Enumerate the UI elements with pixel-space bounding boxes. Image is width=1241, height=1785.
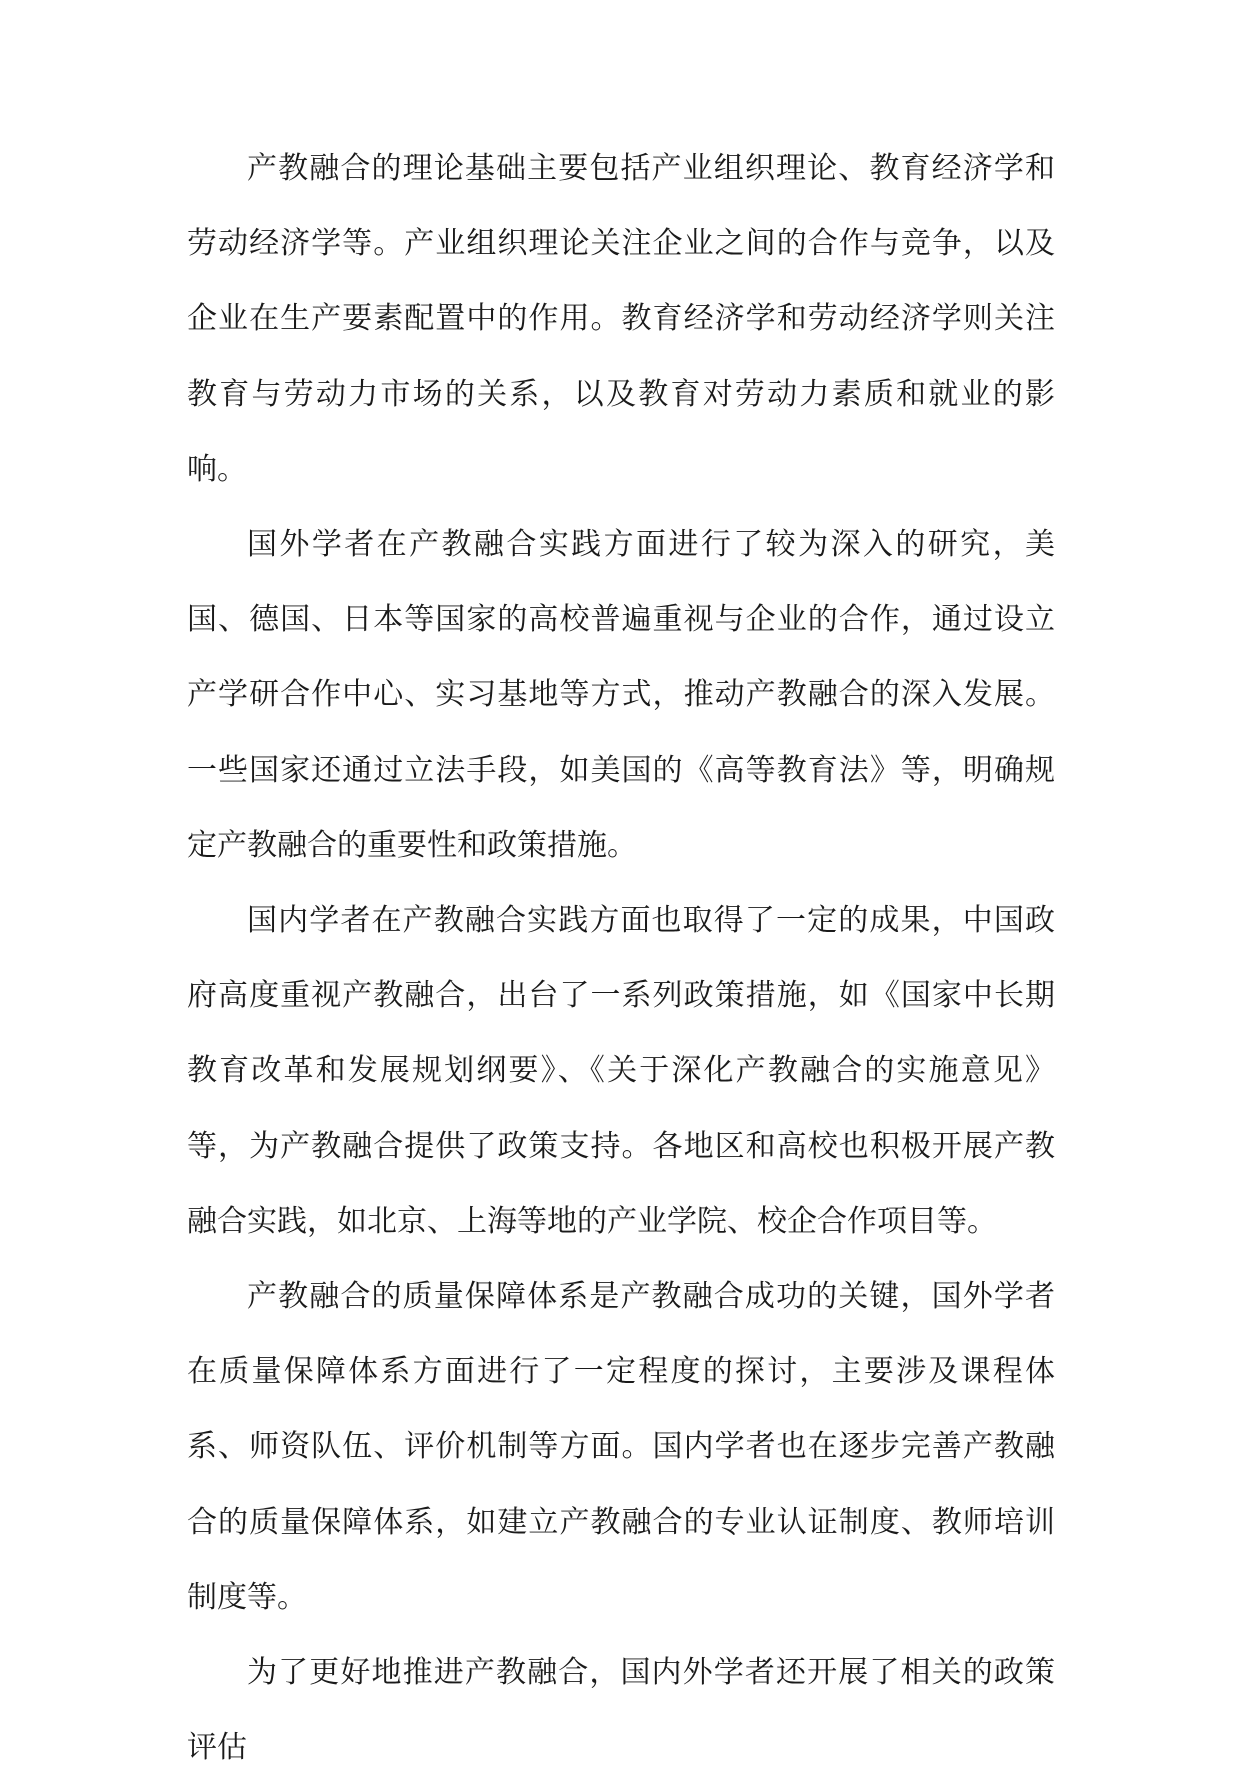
- paragraph-quality-assurance: 产教融合的质量保障体系是产教融合成功的关键，国外学者在质量保障体系方面进行了一定程度的探讨，主要涉及课程体系、师资队伍、评价机制等方面。国内学者也在逐步完善产教融合的质量保障体系，如建立产教融合的专业认证制度、教师培训制度等。: [187, 1279, 1055, 1615]
- paragraph-foreign-practice: 国外学者在产教融合实践方面进行了较为深入的研究，美国、德国、日本等国家的高校普遍重视与企业的合作，通过设立产学研合作中心、实习基地等方式，推动产教融合的深入发展。一些国家还通过立法手段，如美国的《高等教育法》等，明确规定产教融合的重要性和政策措施。: [187, 527, 1055, 863]
- paragraph-policy-evaluation: 为了更好地推进产教融合，国内外学者还开展了相关的政策评估: [187, 1655, 1055, 1766]
- paragraph-theory-basis: 产教融合的理论基础主要包括产业组织理论、教育经济学和劳动经济学等。产业组织理论关注企业之间的合作与竞争，以及企业在生产要素配置中的作用。教育经济学和劳动经济学则关注教育与劳动力市场的关系，以及教育对劳动力素质和就业的影响。: [187, 151, 1055, 487]
- document-body: [187, 131, 1055, 1785]
- paragraph-domestic-practice: 国内学者在产教融合实践方面也取得了一定的成果，中国政府高度重视产教融合，出台了一系列政策措施，如《国家中长期教育改革和发展规划纲要》、《关于深化产教融合的实施意见》等，为产教融合提供了政策支持。各地区和高校也积极开展产教融合实践，如北京、上海等地的产业学院、校企合作项目等。: [187, 903, 1055, 1239]
